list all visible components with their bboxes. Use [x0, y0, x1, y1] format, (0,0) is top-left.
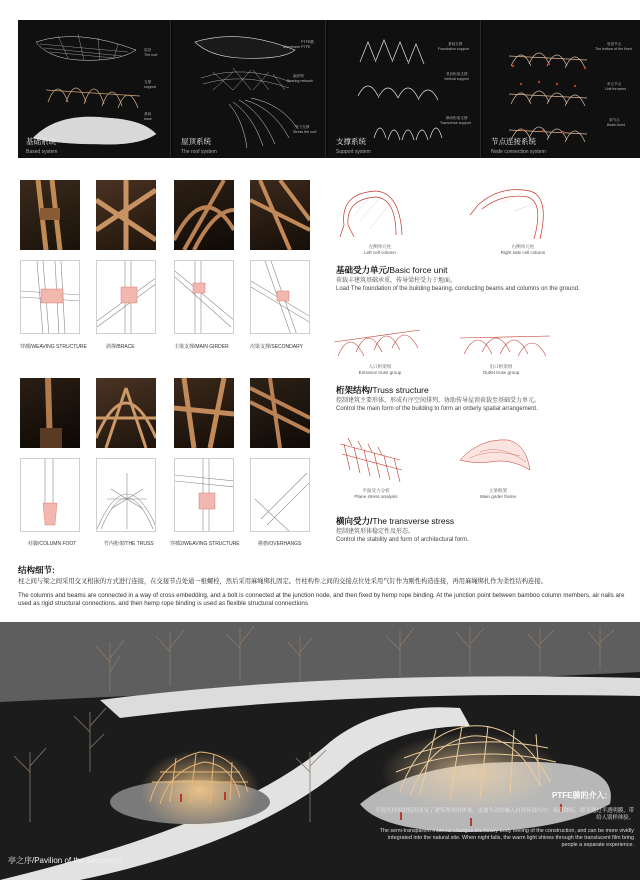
- caption-main-girder-frame: 主梁框架 Main girder frame: [480, 488, 516, 499]
- panel-roof-system: [173, 20, 326, 158]
- label-weaving-2: 穿插2/WEAVING STRUCTURE: [170, 541, 240, 547]
- label-truss: 竹内桁架/THE TRUSS: [104, 541, 154, 547]
- system-diagram-band: [18, 20, 640, 158]
- panel-title-cn: 屋顶系统: [181, 137, 211, 146]
- label-weaving: 穿插/WEAVING STRUCTURE: [20, 344, 87, 350]
- label-network-en: Bearing network: [287, 79, 313, 83]
- label-secondary: 次梁支撑/SECONDARY: [250, 344, 303, 350]
- section-title-transverse-stress: 横向受力/The transverse stress: [336, 516, 455, 526]
- photo-weaving: [20, 180, 80, 250]
- ptfe-text-cn: 半透光材质的使用改变了建筑厚重的体量，更加生动的融入自然环境当中，夜幕降临，暖光透过半透明膜，带给人别样体验。: [375, 808, 634, 821]
- panel-title-cn: 节点连接系统: [491, 137, 536, 146]
- photo-weaving-2: [174, 378, 234, 448]
- caption-left-cell-column: 左侧单元柱 Left cell column: [364, 244, 396, 255]
- section-title-basic-force-unit: 基础受力单元/Basic force unit: [336, 265, 448, 275]
- label-bottom-cn: 底部节点: [607, 42, 622, 46]
- pavilion-night-render: [0, 622, 640, 880]
- label-unit-en: Unit throwers: [605, 87, 627, 91]
- drawing-weaving-2: [174, 458, 234, 532]
- label-bottom-en: The bottom of the fixed: [595, 47, 632, 51]
- section-body-truss-structure: 控制建筑主要形体，形成有序空间排列，协助传导屋顶荷载至基础受力单元。 Control the main form of the building to form an orderly spatial arrangement.: [336, 398, 541, 412]
- drawing-overhangs: [250, 458, 310, 532]
- label-vertical-cn: 竖向桁架支撑: [446, 72, 468, 76]
- label-main-girder: 主梁支撑/MAIN GIRDER: [174, 344, 229, 350]
- drawing-weaving: [20, 260, 80, 334]
- render-title: 亭之序/Pavilion of the sequence: [8, 856, 122, 865]
- drawing-brace: [96, 260, 156, 334]
- truss-structure-diagram: [330, 316, 630, 366]
- drawing-column-foot: [20, 458, 80, 532]
- caption-plane-stress: 平面受力分析 Plane stress analysis: [354, 488, 398, 499]
- panel-title-en: The roof system: [181, 149, 217, 155]
- label-ptfe-cn: PTFE膜: [301, 40, 314, 44]
- label-unit-cn: 单元节点: [607, 82, 622, 86]
- panel-title-en: Support system: [336, 149, 371, 155]
- label-stress-cn: 受力支撑: [295, 125, 310, 129]
- label-foundation-cn: 基础支撑: [448, 42, 463, 46]
- ptfe-text-en: The semi-transparent material changes the heavy body feeling of the construction, and can be more vividly integrated into the natural site. When night falls, the warm light shines through the translucent film bring people a separate experience.: [379, 828, 634, 848]
- photo-truss: [96, 378, 156, 448]
- label-support-en: support: [144, 85, 156, 89]
- label-brace: 斜撑/BRACE: [106, 344, 135, 350]
- label-column-foot: 柱脚/COLUMN FOOT: [28, 541, 77, 547]
- panel-title-en: Node connection system: [491, 149, 546, 155]
- structure-details-cn: 柱之间与梁之间采用交叉相嵌的方式进行连接，在交接节点处通一根螺栓，然后采用麻绳绑扎固定。竹柱构件之间的交接点位处采用气钉作为刚性构造连接，再用麻绳绑扎作为柔性结构连接。: [18, 578, 547, 585]
- label-overhangs: 挑檐/OVERHANGS: [258, 541, 302, 547]
- ptfe-title: PTFE膜的介入:: [552, 791, 608, 800]
- label-transverse-en: Transverse support: [440, 121, 471, 125]
- transverse-stress-diagram: [330, 430, 630, 490]
- caption-outlet-truss: 出口桁架组 Outlet truss group: [482, 364, 520, 375]
- panel-support-system: [328, 20, 481, 158]
- label-transverse-cn: 横向桁架支撑: [446, 116, 468, 120]
- drawing-truss: [96, 458, 156, 532]
- panel-title-cn: 支撑系统: [336, 137, 366, 146]
- panel-based-system: [18, 20, 171, 158]
- caption-entrance-truss: 入口桁架组 Entrance truss group: [358, 364, 402, 375]
- label-base-cn: 基础: [144, 112, 152, 116]
- photo-column-foot: [20, 378, 80, 448]
- label-roof-cn: 屋顶: [144, 48, 152, 52]
- photo-brace: [96, 180, 156, 250]
- label-beam-en: Beam fixed: [607, 123, 625, 127]
- panel-title-cn: 基础系统: [26, 137, 56, 146]
- drawing-secondary: [250, 260, 310, 334]
- caption-right-cell-column: 右侧单元柱 Right side cell column: [500, 244, 546, 255]
- label-roof-en: The roof: [144, 53, 158, 57]
- section-body-transverse-stress: 控制建筑形体稳定性及形态。 Control the stability and form of architectural form.: [336, 529, 469, 543]
- structure-details-en: The columns and beams are connected in a way of cross embedding, and a bolt is connected at the junction node, and then fixed by hemp rope binding. At the junction point between bamboo column members, air nails are used as rigid structural connections, and then hemp rope binding is used as flexible structural connections: [18, 592, 625, 607]
- drawing-main-girder: [174, 260, 234, 334]
- section-body-basic-force-unit: 荷载丰建筑基础承重，传导梁柱受力于地面。 Load The foundation of the building bearing, conducting beams and columns on the ground.: [336, 278, 580, 292]
- label-ptfe-en: Membrane PTFE: [283, 45, 311, 49]
- label-network-cn: 编织网: [293, 74, 304, 78]
- photo-overhangs: [250, 378, 310, 448]
- panel-title-en: Based system: [26, 149, 58, 155]
- section-title-truss-structure: 桁架结构/Truss structure: [336, 385, 429, 395]
- structure-details-title: 结构细节:: [18, 565, 55, 575]
- label-beam-cn: 梁节点: [609, 118, 620, 122]
- photo-main-girder: [174, 180, 234, 250]
- label-vertical-en: Vertical support: [444, 77, 469, 81]
- panel-node-system: [483, 20, 640, 158]
- label-base-en: base: [144, 117, 152, 121]
- photo-secondary: [250, 180, 310, 250]
- label-foundation-en: Foundation support: [438, 47, 469, 51]
- label-support-cn: 支撑: [144, 80, 152, 84]
- label-stress-en: Stress the roof: [293, 130, 317, 134]
